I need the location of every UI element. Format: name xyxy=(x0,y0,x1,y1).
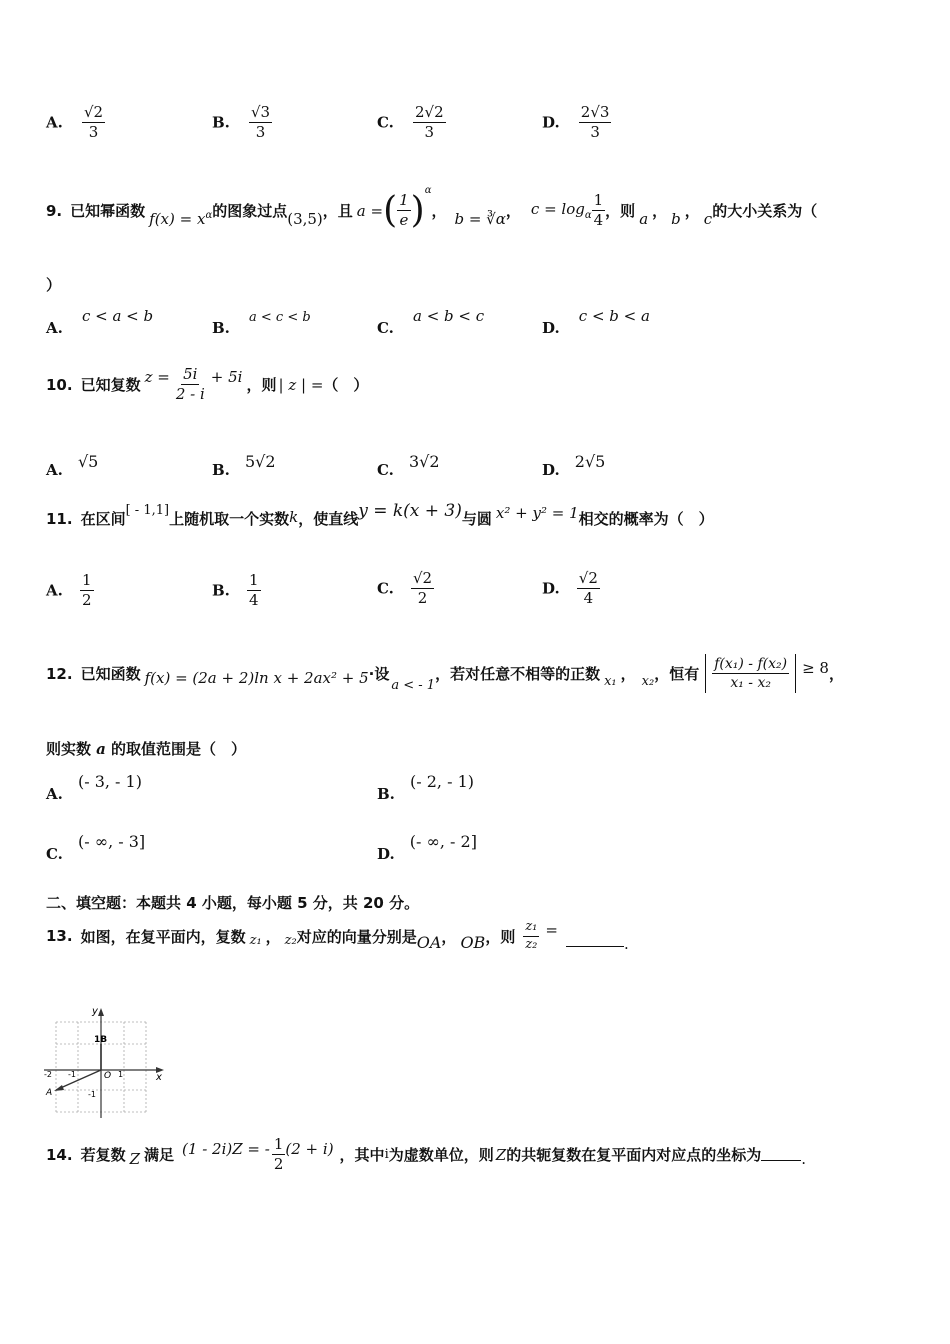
fraction-numerator: 1 xyxy=(247,572,261,591)
condition: a < - 1 xyxy=(391,678,436,694)
point-b-label: 1B xyxy=(94,1035,108,1045)
fraction-numerator: √2 xyxy=(82,104,105,123)
equation-rhs: (2 + i) xyxy=(285,1139,334,1158)
answer-blank[interactable] xyxy=(566,946,624,947)
q11-option-b[interactable] xyxy=(212,572,261,610)
x-tick-neg1: -1 xyxy=(68,1070,76,1079)
fraction-denominator: 4 xyxy=(249,591,259,610)
fraction-numerator: 1 xyxy=(592,192,606,211)
a-definition: a = xyxy=(356,201,384,220)
option-label: C. xyxy=(377,461,394,479)
q12-text: ·设 xyxy=(368,665,390,684)
plus-term: + 5i xyxy=(210,367,243,386)
q10-option-a[interactable] xyxy=(46,452,99,479)
fraction-numerator: f(x₁) - f(x₂) xyxy=(712,656,789,674)
q10-option-c[interactable] xyxy=(377,452,440,479)
option-expression: c < b < a xyxy=(578,307,650,325)
q9-text: ，则 xyxy=(605,202,636,221)
vector-oa-arrow xyxy=(54,1085,64,1091)
q11-option-d[interactable] xyxy=(542,570,600,608)
right-paren: ) xyxy=(410,189,425,231)
fraction-denominator: 2 xyxy=(273,1155,284,1174)
q9-text: ，且 xyxy=(322,202,353,221)
question-number: 11. xyxy=(46,509,73,528)
period: . xyxy=(623,935,629,954)
fraction-numerator: 1 xyxy=(397,192,411,211)
line-equation: y = k(x + 3) xyxy=(358,500,462,521)
question-number: 13. xyxy=(46,927,73,946)
q12-text: 则实数 xyxy=(46,740,92,758)
var-a: a xyxy=(639,209,649,228)
option-expression: c < a < b xyxy=(81,307,154,325)
q13-text: ，则 xyxy=(485,927,516,946)
equals-sign: = xyxy=(545,921,558,940)
var-b: b xyxy=(671,209,681,228)
fraction-denominator: 3 xyxy=(590,123,600,142)
var-x2: x₂ xyxy=(641,674,655,690)
option-label: D. xyxy=(377,845,395,863)
q10-text: 已知复数 xyxy=(80,376,141,395)
q10-text: ，则 xyxy=(246,376,277,395)
x-tick-pos1: 1 xyxy=(118,1070,124,1079)
fraction-denominator: x₁ - x₂ xyxy=(730,675,771,692)
option-label: A. xyxy=(46,319,63,337)
fraction-denominator: 4 xyxy=(583,589,594,608)
option-label: D. xyxy=(542,319,560,337)
exponent-alpha: α xyxy=(424,185,432,197)
var-z1: z₁ xyxy=(249,932,262,948)
option-expression: (- ∞, - 3] xyxy=(78,832,146,851)
q9-option-b[interactable] xyxy=(212,306,311,337)
c-definition: $c = \log_\alpha$ xyxy=(530,200,592,222)
q11-text: 在区间 xyxy=(80,510,126,528)
inequality: ≥ 8 xyxy=(802,658,829,677)
q9-option-a[interactable] xyxy=(46,306,154,337)
fraction-denominator: 3 xyxy=(88,123,99,142)
option-expression: (- 3, - 1) xyxy=(77,772,142,791)
q12-option-d[interactable] xyxy=(377,832,477,863)
option-label: A. xyxy=(46,581,63,600)
circle-equation: x² + y² = 1 xyxy=(495,503,579,522)
option-label: B. xyxy=(212,113,230,132)
x-tick-neg2: -2 xyxy=(44,1070,52,1079)
option-label: D. xyxy=(542,461,560,479)
option-expression: a < c < b xyxy=(249,310,311,325)
fraction-denominator: e xyxy=(399,211,409,230)
fraction-numerator: 2√3 xyxy=(579,104,612,123)
fraction-numerator: 2√2 xyxy=(413,104,446,123)
option-expression: 5√2 xyxy=(245,452,276,471)
point-a-label: A xyxy=(46,1088,53,1098)
period: . xyxy=(801,1149,806,1168)
q12-text: ， xyxy=(620,665,636,684)
q9-close-paren: ） xyxy=(46,276,62,294)
var-k: k xyxy=(289,507,299,526)
section-heading: 二、填空题：本题共 4 小题，每小题 5 分，共 20 分。 xyxy=(46,894,420,912)
fraction-numerator: √2 xyxy=(411,570,434,589)
q9-text: 已知幂函数 xyxy=(70,202,146,221)
q11-option-a[interactable] xyxy=(46,572,94,610)
option-label: D. xyxy=(542,113,560,132)
q12-stem-line2 xyxy=(46,738,246,759)
q14-text: 满足 xyxy=(144,1146,175,1165)
q11-text: 与圆 xyxy=(461,510,492,528)
q10-option-d[interactable] xyxy=(542,452,606,479)
y-tick-neg1: -1 xyxy=(88,1090,96,1099)
power-function: $f(x) = x^\alpha$ xyxy=(149,209,213,228)
option-label: B. xyxy=(377,785,395,803)
x-axis-label: x xyxy=(156,1072,162,1083)
q12-stem xyxy=(46,654,844,693)
option-label: A. xyxy=(46,785,63,803)
option-expression: 3√2 xyxy=(409,452,440,471)
q13-stem xyxy=(46,920,629,953)
abs-z: | z | = xyxy=(278,375,324,394)
var-a: a xyxy=(96,740,106,758)
fraction-denominator: 2 xyxy=(81,591,92,610)
option-expression: √5 xyxy=(77,452,99,471)
q11-text: 上随机取一个实数 xyxy=(169,510,290,528)
var-x1: x₁ xyxy=(604,674,617,690)
question-number: 14. xyxy=(46,1145,73,1164)
option-expression: (- ∞, - 2] xyxy=(409,832,477,851)
fraction-numerator: 1 xyxy=(80,572,94,591)
option-label: B. xyxy=(212,461,230,479)
q12-text: ，恒有 xyxy=(654,665,700,684)
interval: [ - 1,1] xyxy=(125,503,170,518)
answer-blank[interactable] xyxy=(761,1160,801,1161)
fraction-numerator: √3 xyxy=(249,104,272,123)
option-label: D. xyxy=(542,579,560,598)
q8-option-b[interactable] xyxy=(212,104,272,142)
option-label: A. xyxy=(46,461,63,479)
function-definition: f(x) = (2a + 2)ln x + 2ax² + 5 xyxy=(144,668,369,687)
q14-stem xyxy=(46,1136,806,1174)
q13-text: ， xyxy=(265,927,281,946)
vector-ob: OB xyxy=(460,932,486,952)
fraction-denominator: 2 xyxy=(417,589,428,608)
q12-text: ，若对任意不相等的正数 xyxy=(435,665,601,684)
q9-option-c[interactable] xyxy=(377,306,485,337)
fraction-denominator: z₂ xyxy=(525,936,538,952)
q12-option-b[interactable] xyxy=(377,772,474,803)
option-label: A. xyxy=(46,113,63,132)
fraction-numerator: z₁ xyxy=(523,920,539,937)
q14-text: 为虚数单位，则 xyxy=(388,1146,494,1165)
option-label: C. xyxy=(377,579,394,598)
q9-option-d[interactable] xyxy=(542,306,650,337)
option-label: B. xyxy=(212,581,230,600)
option-label: C. xyxy=(377,113,394,132)
q12-text: 的取值范围是（ ） xyxy=(110,740,246,758)
z-equals: z = xyxy=(144,367,170,386)
y-axis-label: y xyxy=(92,1006,98,1017)
q11-option-c[interactable] xyxy=(377,570,434,608)
q9-text: ， xyxy=(505,202,521,221)
q10-stem xyxy=(46,366,368,404)
origin-label: O xyxy=(104,1071,112,1081)
imaginary-unit: i xyxy=(384,1147,389,1163)
fraction-denominator: 2 - i xyxy=(175,385,205,404)
vector-oa: OA xyxy=(416,932,442,952)
option-label: C. xyxy=(46,845,63,863)
q11-stem xyxy=(46,500,714,529)
point-coordinate: (3,5) xyxy=(287,209,323,228)
option-expression: (- 2, - 1) xyxy=(410,772,474,791)
q10-option-b[interactable] xyxy=(212,452,276,479)
fraction-numerator: √2 xyxy=(577,570,600,589)
left-paren: ( xyxy=(383,189,398,231)
var-z2: z₂ xyxy=(284,932,297,948)
fraction-denominator: 4 xyxy=(593,211,604,230)
q12-text: ， xyxy=(828,665,844,684)
q9-text: 的大小关系为（ xyxy=(712,202,818,221)
q9-text: ， xyxy=(431,202,447,221)
q14-text: 的共轭复数在复平面内对应点的坐标为 xyxy=(506,1146,762,1165)
option-expression: 2√5 xyxy=(574,452,606,471)
q9-text: 的图象过点 xyxy=(212,202,288,221)
fraction-denominator: 3 xyxy=(424,123,435,142)
q11-text: ，使直线 xyxy=(298,510,359,528)
b-definition: b = ∛α xyxy=(454,209,506,228)
question-number: 10. xyxy=(46,375,73,394)
q8-option-d[interactable] xyxy=(542,104,611,142)
abs-fraction xyxy=(705,654,796,693)
q14-text: 若复数 xyxy=(80,1146,126,1165)
complex-plane-graph xyxy=(40,1000,170,1122)
q14-text: ，其中 xyxy=(339,1146,385,1165)
question-number: 9. xyxy=(46,201,63,220)
q8-option-c[interactable] xyxy=(377,104,446,142)
q10-text: （ ） xyxy=(323,376,369,395)
fraction-denominator: 3 xyxy=(255,123,266,142)
y-axis-arrow xyxy=(98,1008,104,1016)
option-label: C. xyxy=(377,319,394,337)
option-expression: a < b < c xyxy=(413,307,485,325)
q13-text: ， xyxy=(441,927,457,946)
var-z: Z xyxy=(129,1149,141,1168)
q13-text: 对应的向量分别是 xyxy=(296,927,417,946)
question-number: 12. xyxy=(46,664,73,683)
var-z: Z xyxy=(495,1145,507,1164)
q11-text: 相交的概率为（ ） xyxy=(578,510,714,528)
var-c: c xyxy=(703,209,713,228)
q8-option-a[interactable] xyxy=(46,104,105,142)
equation-lhs: (1 - 2i)Z = - xyxy=(182,1139,270,1158)
fraction-numerator: 5i xyxy=(181,366,199,385)
option-label: B. xyxy=(212,319,230,337)
fraction-numerator: 1 xyxy=(272,1136,286,1155)
q12-option-a[interactable] xyxy=(46,772,142,803)
q12-text: 已知函数 xyxy=(80,665,141,684)
q13-text: 如图，在复平面内，复数 xyxy=(80,927,246,946)
q9-stem: 9. 已知幂函数 $f(x) = x^\alpha$ 的图象过点 (3,5) ，且 a = ( $\frac{1}{e}$ ) α ， b = ∛α ， $c = \log_\alpha$ $\frac{1}{4}$ ，则 a ， b ， c 的大小关系为（ xyxy=(46,185,818,231)
q12-option-c[interactable] xyxy=(46,832,146,863)
